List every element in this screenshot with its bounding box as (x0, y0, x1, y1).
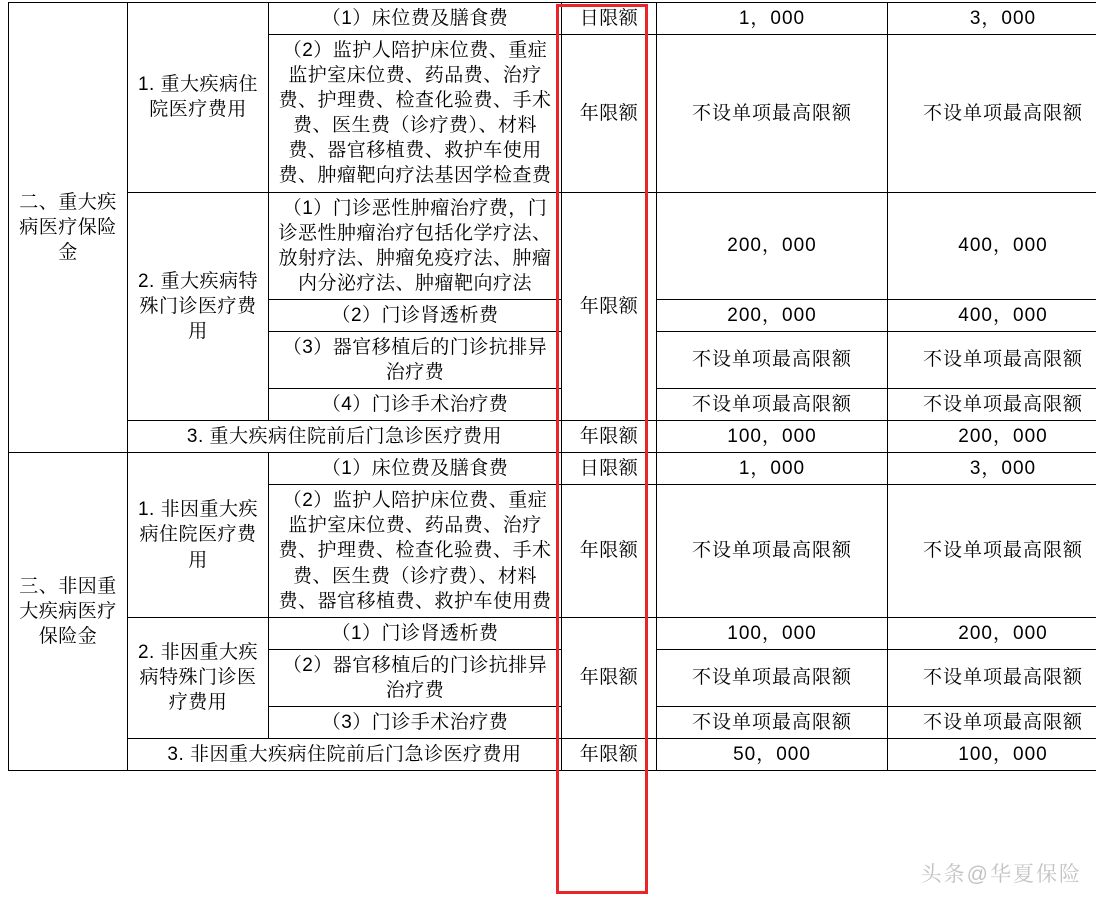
subcategory-cell: 1. 非因重大疾病住院医疗费用 (128, 453, 269, 617)
table-row (9, 192, 1096, 299)
plan-a-amount-cell: 不设单项最高限额 (657, 389, 888, 421)
plan-b-amount-cell: 不设单项最高限额 (888, 389, 1096, 421)
item-cell: （1）床位费及膳食费 (269, 3, 562, 35)
category-cell-non-major-illness: 三、非因重大疾病医疗保险金 (9, 453, 128, 771)
plan-b-amount-cell: 100，000 (888, 739, 1096, 771)
table-row (9, 617, 1096, 649)
plan-a-amount-cell: 50，000 (657, 739, 888, 771)
limit-type-cell: 年限额 (562, 617, 657, 738)
plan-a-amount-cell: 1，000 (657, 3, 888, 35)
document-page (0, 2, 1096, 898)
item-cell: （2）门诊肾透析费 (269, 299, 562, 331)
plan-b-amount-cell: 不设单项最高限额 (888, 649, 1096, 706)
subcategory-cell: 1. 重大疾病住院医疗费用 (128, 3, 269, 193)
table-row (9, 3, 1096, 35)
plan-b-amount-cell: 200，000 (888, 421, 1096, 453)
table-row (9, 739, 1096, 771)
plan-a-amount-cell: 100，000 (657, 421, 888, 453)
plan-a-amount-cell: 不设单项最高限额 (657, 35, 888, 192)
watermark: 头条@华夏保险 (921, 858, 1082, 888)
item-cell: （3）器官移植后的门诊抗排异治疗费 (269, 331, 562, 388)
plan-b-amount-cell: 不设单项最高限额 (888, 331, 1096, 388)
plan-b-amount-cell: 3，000 (888, 3, 1096, 35)
plan-a-amount-cell: 1，000 (657, 453, 888, 485)
plan-b-amount-cell: 3，000 (888, 453, 1096, 485)
table-row (9, 421, 1096, 453)
item-cell: 3. 重大疾病住院前后门急诊医疗费用 (128, 421, 562, 453)
limit-type-cell: 日限额 (562, 3, 657, 35)
plan-b-amount-cell: 不设单项最高限额 (888, 485, 1096, 617)
item-cell: （2）监护人陪护床位费、重症监护室床位费、药品费、治疗费、护理费、检查化验费、手术费、医生费（诊疗费）、材料费、器官移植费、救护车使用费 (269, 485, 562, 617)
plan-b-amount-cell: 200，000 (888, 617, 1096, 649)
plan-a-amount-cell: 不设单项最高限额 (657, 649, 888, 706)
plan-a-amount-cell: 不设单项最高限额 (657, 706, 888, 738)
limit-type-cell: 年限额 (562, 192, 657, 421)
plan-b-amount-cell: 不设单项最高限额 (888, 35, 1096, 192)
limit-type-cell: 年限额 (562, 739, 657, 771)
limit-type-cell: 年限额 (562, 35, 657, 192)
item-cell: （3）门诊手术治疗费 (269, 706, 562, 738)
item-cell: 3. 非因重大疾病住院前后门急诊医疗费用 (128, 739, 562, 771)
plan-a-amount-cell: 200，000 (657, 299, 888, 331)
plan-b-amount-cell: 不设单项最高限额 (888, 706, 1096, 738)
plan-b-amount-cell: 400，000 (888, 299, 1096, 331)
limit-type-cell: 年限额 (562, 421, 657, 453)
plan-a-amount-cell: 100，000 (657, 617, 888, 649)
item-cell: （2）器官移植后的门诊抗排异治疗费 (269, 649, 562, 706)
plan-a-amount-cell: 不设单项最高限额 (657, 331, 888, 388)
plan-a-amount-cell: 200，000 (657, 192, 888, 299)
benefit-limits-table (8, 2, 1096, 771)
limit-type-cell: 日限额 (562, 453, 657, 485)
subcategory-cell: 2. 重大疾病特殊门诊医疗费用 (128, 192, 269, 421)
item-cell: （1）门诊肾透析费 (269, 617, 562, 649)
plan-b-amount-cell: 400，000 (888, 192, 1096, 299)
item-cell: （1）床位费及膳食费 (269, 453, 562, 485)
limit-type-cell: 年限额 (562, 485, 657, 617)
item-cell: （1）门诊恶性肿瘤治疗费，门诊恶性肿瘤治疗包括化学疗法、放射疗法、肿瘤免疫疗法、肿瘤内分泌疗法、肿瘤靶向疗法 (269, 192, 562, 299)
category-cell-major-illness: 二、重大疾病医疗保险金 (9, 3, 128, 453)
item-cell: （2）监护人陪护床位费、重症监护室床位费、药品费、治疗费、护理费、检查化验费、手术费、医生费（诊疗费）、材料费、器官移植费、救护车使用费、肿瘤靶向疗法基因学检查费 (269, 35, 562, 192)
subcategory-cell: 2. 非因重大疾病特殊门诊医疗费用 (128, 617, 269, 738)
item-cell: （4）门诊手术治疗费 (269, 389, 562, 421)
table-row (9, 453, 1096, 485)
plan-a-amount-cell: 不设单项最高限额 (657, 485, 888, 617)
